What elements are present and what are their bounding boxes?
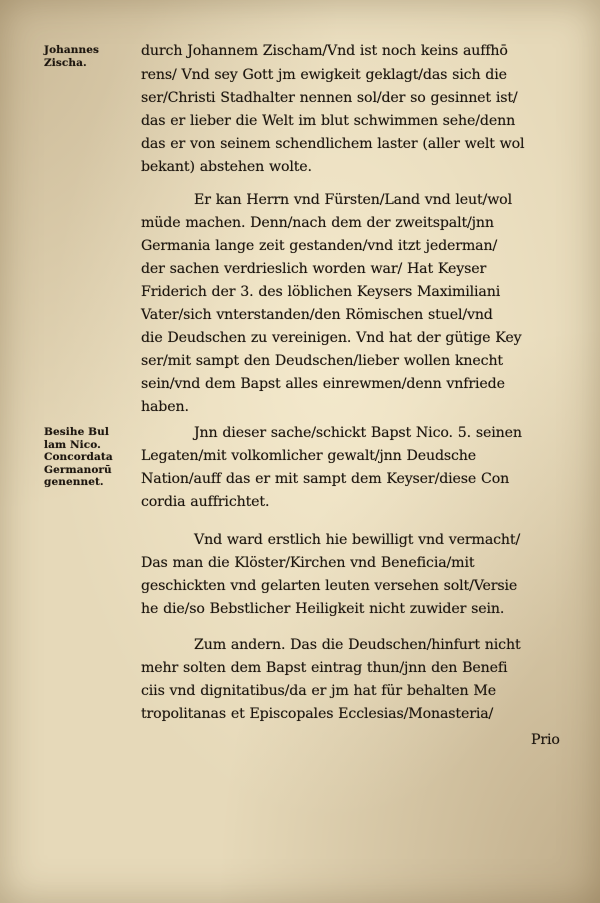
text-line: bekant) abstehen wolte. — [141, 159, 312, 175]
text-line: der sachen verdrieslich worden war/ Hat Keyser — [141, 261, 487, 277]
text-line: rens/ Vnd sey Gott jm ewigkeit geklagt/das sich die — [141, 67, 507, 83]
text-line: Nation/auff das er mit sampt dem Keyser/diese Con — [141, 471, 510, 487]
margin-note-line: Concordata — [44, 451, 113, 463]
text-line: das er von seinem schendlichem laster (aller welt wol — [141, 136, 525, 152]
text-line: Legaten/mit volkomlicher gewalt/jnn Deudsche — [141, 448, 477, 464]
text-line: Zum andern. Das die Deudschen/hinfurt nicht — [194, 637, 521, 653]
margin-note-johannes-zischa — [44, 44, 136, 69]
text-line: haben. — [141, 399, 189, 415]
margin-note-line: Besihe Bul — [44, 426, 109, 438]
text-line: Jnn dieser sache/schickt Bapst Nico. 5. seinen — [194, 425, 522, 441]
text-line: Er kan Herrn vnd Fürsten/Land vnd leut/wol — [194, 192, 512, 208]
text-line: das er lieber die Welt im blut schwimmen sehe/denn — [141, 113, 516, 129]
text-line: geschickten vnd gelarten leuten versehen solt/Versie — [141, 578, 518, 594]
margin-note-concordata — [44, 426, 136, 489]
text-line: die Deudschen zu vereinigen. Vnd hat der gütige Key — [141, 330, 522, 346]
text-line: Germania lange zeit gestanden/vnd itzt jederman/ — [141, 238, 498, 254]
margin-note-line: lam Nico. — [44, 438, 101, 451]
text-line: Das man die Klöster/Kirchen vnd Beneficia/mit — [141, 555, 475, 571]
text-line: Vater/sich vnterstanden/den Römischen stuel/vnd — [141, 307, 493, 323]
text-line: sein/vnd dem Bapst alles einrewmen/denn vnfriede — [141, 376, 505, 392]
margin-note-line: Zischa. — [44, 56, 87, 69]
text-line: Vnd ward erstlich hie bewilligt vnd vermacht/ — [194, 532, 521, 548]
text-line: ser/mit sampt den Deudschen/lieber wollen knecht — [141, 353, 503, 369]
text-line: mehr solten dem Bapst eintrag thun/jnn den Benefi — [141, 660, 508, 676]
text-line: cordia auffrichtet. — [141, 494, 270, 510]
margin-note-line: Johannes — [44, 44, 100, 56]
margin-note-line: Germanorū — [44, 463, 112, 476]
text-line: Friderich der 3. des löblichen Keysers Maximiliani — [141, 284, 501, 300]
text-line: tropolitanas et Episcopales Ecclesias/Monasteria/ — [141, 706, 494, 722]
margin-note-line: genennet. — [44, 476, 104, 488]
catchword: Prio — [531, 732, 560, 748]
text-line: durch Johannem Zischam/Vnd ist noch keins auffhō — [141, 43, 508, 59]
text-line: müde machen. Denn/nach dem der zweitspalt/jnn — [141, 215, 494, 231]
text-line: ciis vnd dignitatibus/da er jm hat für behalten Me — [141, 683, 496, 699]
text-line: ser/Christi Stadhalter nennen sol/der so gesinnet ist/ — [141, 90, 518, 106]
text-line: he die/so Bebstlicher Heiligkeit nicht zuwider sein. — [141, 601, 505, 617]
